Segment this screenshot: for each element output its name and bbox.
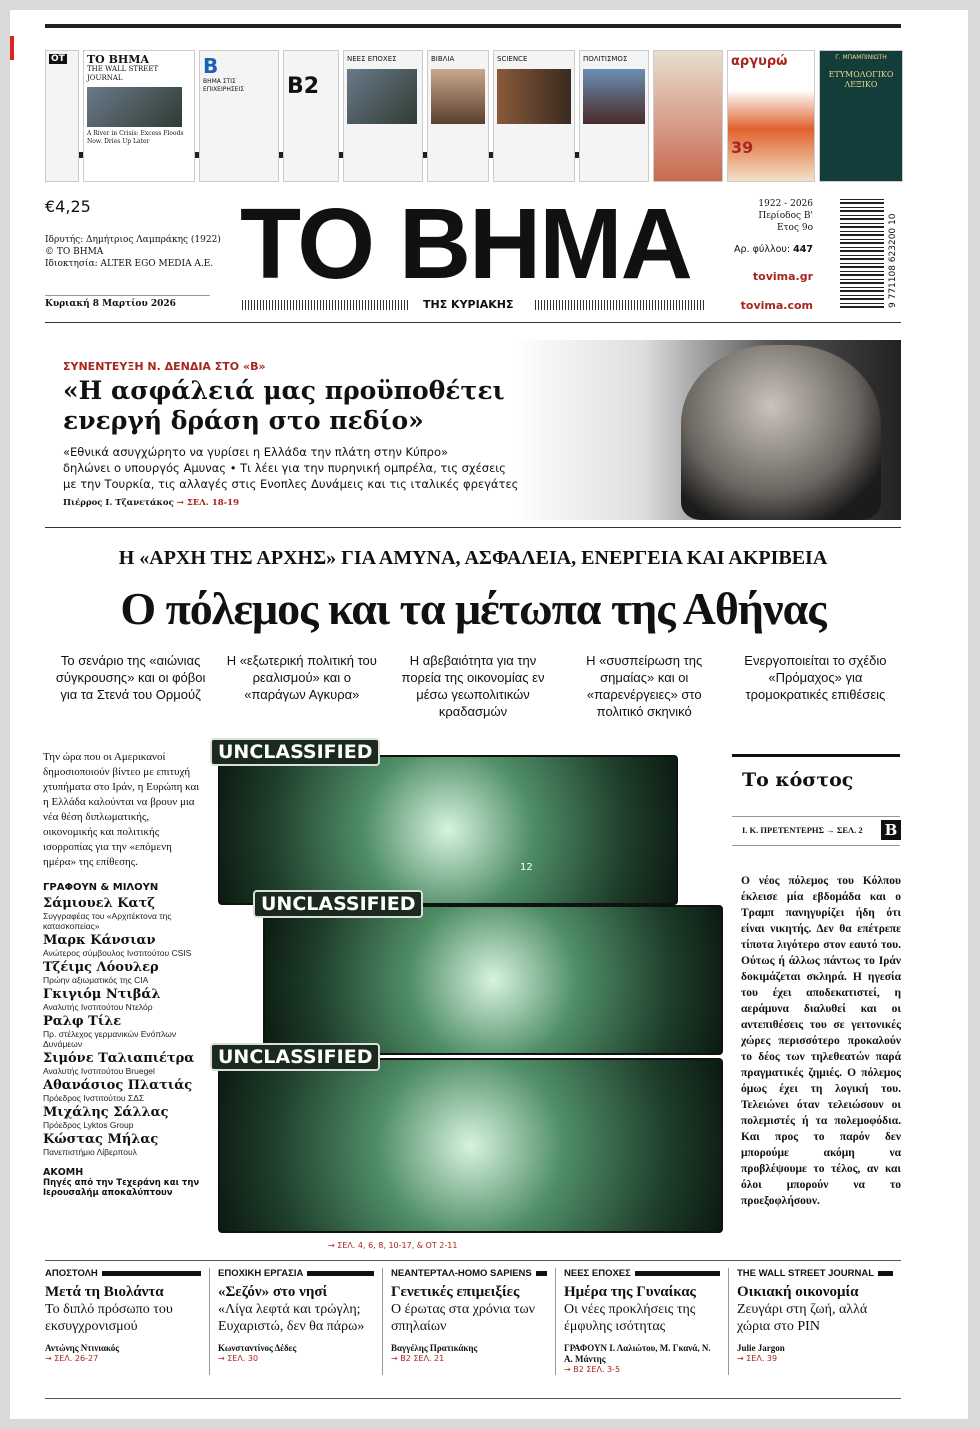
interview-headline: «Η ασφάλειά μας προϋποθέτει ενεργή δράση στο πεδίο» xyxy=(63,376,505,435)
supplement-b[interactable]: Β ΒΗΜΑ ΣΤΙΣ ΕΠΙΧΕΙΡΗΣΕΙΣ xyxy=(199,50,279,182)
divider xyxy=(732,754,900,757)
masthead-rule xyxy=(242,300,410,310)
teaser-author: Αντώνης Ντινιακός xyxy=(45,1343,120,1353)
divider xyxy=(732,845,900,846)
interview-feature[interactable] xyxy=(45,340,901,520)
writer-role: Αναλυτής Ινστιτούτου Bruegel xyxy=(43,1066,155,1076)
founder: Ιδρυτής: Δημήτριος Λαμπράκης (1922) xyxy=(45,235,221,245)
writer-name: Τζέιμς Λόουλερ xyxy=(43,960,159,975)
barcode-number: 9 771108 623200 10 xyxy=(888,213,898,308)
supplement-magazine[interactable] xyxy=(653,50,723,182)
subtopic[interactable]: Ενεργοποιείται το σχέδιο «Πρόμαχος» για τρομοκρατικές επιθέσεις xyxy=(744,653,887,702)
writer xyxy=(43,896,206,931)
writer xyxy=(43,1132,206,1157)
writer-role: Πρώην αξιωματικός της CIA xyxy=(43,975,149,985)
teaser-tag: ΝΕΕΣ ΕΠΟΧΕΣ xyxy=(564,1268,720,1279)
owner: Ιδιοκτησία: ALTER EGO MEDIA A.E. xyxy=(45,259,214,269)
editorial-text: Ο νέος πόλεμος του Κόλπου έκλεισε μία εβδομάδα και ο Τραμπ πανηγυρίζει ήδη ότι είναι νικητής. Δεν θα επέτρεπε τίποτα λιγότερο στον εαυτό του. Ούτως ή άλλως πάντως το Ιράν δοκιμάζεται σκληρά. Η ηγεσία του έχει αποδεκατιστεί, η αεράμυνα διαλυθεί και οι αντεπιθέσεις του σε γειτονικές χώρες περισσότερο προκαλούν το δέος των τηλεθεατών παρά πραγματικές ζημιές. Ο πόλεμος όμως έχει τη λογική του. Τελειώνει όταν τελειώσουν οι πολεμιστές ή τα πολεμοφόδια. Και προς το παρόν δεν μπορούμε ακόμη να προβλέψουμε το τέλος, αν και όλοι μπορούν να το προεξοφλήσουν. xyxy=(741,875,901,1207)
copyright: © ΤΟ ΒΗΜΑ xyxy=(45,247,104,257)
imprint xyxy=(45,234,235,270)
teaser[interactable] xyxy=(728,1268,901,1375)
writer xyxy=(43,987,206,1012)
unclassified-label: UNCLASSIFIED xyxy=(253,890,423,918)
also-text[interactable]: Πηγές από την Τεχεράνη και την Ιερουσαλήμ αποκαλύπτουν xyxy=(43,1178,200,1198)
video-counter: 12 xyxy=(520,862,533,873)
supplement-b2[interactable]: Β2 xyxy=(283,50,339,182)
subtopic[interactable]: Η αβεβαιότητα για την πορεία της οικονομίας εν μέσω γεωπολιτικών κραδασμών xyxy=(401,653,545,719)
writers-label: ΓΡΑΦΟΥΝ & ΜΙΛΟΥΝ xyxy=(43,882,159,893)
subtopic[interactable]: Η «εξωτερική πολιτική του ρεαλισμού» και ο «παράγων Αγκυρα» xyxy=(226,653,377,702)
main-headline[interactable]: Ο πόλεμος και τα μέτωπα της Αθήνας xyxy=(120,583,826,634)
teaser-subtitle: Ο έρωτας στα χρόνια των σπηλαίων xyxy=(391,1302,536,1334)
interview-kicker: ΣΥΝΕΝΤΕΥΞΗ Ν. ΔΕΝΔΙΑ ΣΤΟ «Β» xyxy=(63,360,266,373)
teaser-title: Μετά τη Βιολάντα xyxy=(45,1284,164,1300)
teaser-page: → ΣΕΛ. 39 xyxy=(737,1354,778,1363)
supplements-strip xyxy=(45,50,901,190)
teaser[interactable] xyxy=(382,1268,555,1375)
writer-role: Πρόεδρος Lyktos Group xyxy=(43,1120,134,1130)
writer-name: Κώστας Μήλας xyxy=(43,1132,159,1147)
main-left-column xyxy=(43,750,206,1198)
writer-role: Πανεπιστήμιο Λίβερπουλ xyxy=(43,1147,137,1157)
supplement-science[interactable]: SCIENCE xyxy=(493,50,575,182)
teaser-author: Βαγγέλης Πρατικάκης xyxy=(391,1343,478,1353)
red-edge-mark xyxy=(10,36,14,60)
writer xyxy=(43,1078,206,1103)
teaser-subtitle: «Λίγα λεφτά και τρώγλη; Ευχαριστώ, δεν θα πάρω» xyxy=(218,1302,365,1334)
writer-name: Ραλφ Τίλε xyxy=(43,1014,122,1029)
writer xyxy=(43,1014,206,1049)
teaser-subtitle: Ζευγάρι στη ζωή, αλλά χώρια στο PIN xyxy=(737,1302,868,1334)
editorial-title[interactable]: Το κόστος xyxy=(742,769,854,791)
teaser-subtitle: Το διπλό πρόσωπο του εκσυγχρονισμού xyxy=(45,1302,173,1334)
supplement-argyro[interactable]: αργυρώ 39 xyxy=(727,50,815,182)
subtopics xyxy=(45,652,901,720)
subtopic[interactable]: Η «συσπείρωση της σημαίας» και οι «παρενέργειες» στο πολιτικό σκηνικό xyxy=(586,653,703,719)
supplement-wsj[interactable]: ΤΟ ΒΗΜΑ THE WALL STREET JOURNAL A River in Crisis: Excess Floods Now. Dries Up Later xyxy=(83,50,195,182)
writer-name: Σιμόνε Ταλιαπιέτρα xyxy=(43,1051,195,1066)
strike-video-still xyxy=(218,755,678,905)
main-kicker: Η «ΑΡΧΗ ΤΗΣ ΑΡΧΗΣ» ΓΙΑ ΑΜΥΝΑ, ΑΣΦΑΛΕΙΑ, ΕΝΕΡΓΕΙΑ ΚΑΙ ΑΚΡΙΒΕΙΑ xyxy=(118,547,828,569)
teaser-tag: ΝΕΑΝΤΕΡΤΑΛ-HOMO SAPIENS xyxy=(391,1268,547,1279)
writer-role: Αναλυτής Ινστιτούτου Ντελόρ xyxy=(43,1002,153,1012)
writer-name: Μιχάλης Σάλλας xyxy=(43,1105,169,1120)
supplement-ot[interactable]: ΟΤ xyxy=(45,50,79,182)
teaser-tag: THE WALL STREET JOURNAL xyxy=(737,1268,893,1279)
writer xyxy=(43,1105,206,1130)
supplement-nees-epoxes[interactable]: ΝΕΕΣ ΕΠΟΧΕΣ xyxy=(343,50,423,182)
supplement-vivlia[interactable]: ΒΙΒΛΙΑ xyxy=(427,50,489,182)
newspaper-front-page xyxy=(10,10,968,1419)
teaser-author: Κωνσταντίνος Δέδες xyxy=(218,1343,297,1353)
writer-role: Συγγραφέας του «Αρχιτέκτονα της κατασκοπείας» xyxy=(43,911,172,931)
divider xyxy=(45,295,210,296)
teaser-title: Γενετικές επιμειξίες xyxy=(391,1284,520,1300)
top-rule xyxy=(45,24,901,28)
period: Περίοδος Β' xyxy=(758,211,813,221)
main-lead: Την ώρα που οι Αμερικανοί δημοσιοποιούν βίντεο με επιτυχή χτυπήματα στο Ιράν, η Ευρώπη και η Ελλάδα καλούνται να βρουν μια νέα θέση διπλωματικής, οικονομικής και πολιτικής ισορροπίας για την «επόμενη ημέρα» της επίθεσης. xyxy=(43,751,200,868)
writer-role: Πρ. στέλεχος γερμανικών Ενόπλων Δυνάμεων xyxy=(43,1029,177,1049)
divider xyxy=(45,1260,901,1261)
main-pages[interactable]: → ΣΕΛ. 4, 6, 8, 10-17, & ΟΤ 2-11 xyxy=(328,1241,458,1250)
teaser-page: → ΣΕΛ. 30 xyxy=(218,1354,259,1363)
teaser[interactable] xyxy=(555,1268,728,1375)
unclassified-label: UNCLASSIFIED xyxy=(210,1043,380,1071)
teaser[interactable] xyxy=(209,1268,382,1375)
masthead-subtitle: ΤΗΣ ΚΥΡΙΑΚΗΣ xyxy=(423,298,514,311)
unclassified-label: UNCLASSIFIED xyxy=(210,738,380,766)
strike-video-still xyxy=(218,1058,723,1233)
teaser-title: «Σεζόν» στο νησί xyxy=(218,1284,328,1300)
teaser-title: Ημέρα της Γυναίκας xyxy=(564,1284,696,1300)
portrait-photo xyxy=(681,345,881,520)
writer xyxy=(43,960,206,985)
supplement-dictionary[interactable]: Γ. ΜΠΑΜΠΙΝΙΩΤΗ ΕΤΥΜΟΛΟΓΙΚΟ ΛΕΞΙΚΟ xyxy=(819,50,903,182)
writer-role: Πρόεδρος Ινστιτούτου ΣΔΣ xyxy=(43,1093,145,1103)
site-link[interactable]: tovima.com xyxy=(740,299,813,312)
writers-list xyxy=(43,894,206,1157)
editorial-author: Ι. Κ. ΠΡΕΤΕΝΤΕΡΗΣ → ΣΕΛ. 2 xyxy=(742,825,863,835)
interview-deck: «Εθνικά ασυγχώρητο να γυρίσει η Ελλάδα την πλάτη στην Κύπρο» δηλώνει ο υπουργός Αμυνας • Τι λέει για την πυρηνική ομπρέλα, τις σχέσεις με την Τουρκία, τις αλλαγές στις Ενοπλες Δυνάμεις και τις ιταλικές φρεγάτες xyxy=(63,445,519,491)
subtopic[interactable]: Το σενάριο της «αιώνιας σύγκρουσης» και οι φόβοι για τα Στενά του Ορμούζ xyxy=(55,653,206,702)
interview-byline: Πιέρρος Ι. Τζανετάκος → ΣΕΛ. 18-19 xyxy=(63,498,240,508)
writer-name: Αθανάσιος Πλατιάς xyxy=(43,1078,193,1093)
masthead-rule xyxy=(535,300,705,310)
bottom-teasers xyxy=(45,1268,901,1375)
teaser-title: Οικιακή οικονομία xyxy=(737,1284,859,1300)
also-label: ΑΚΟΜΗ xyxy=(43,1167,84,1178)
divider xyxy=(732,816,900,817)
teaser-tag: ΑΠΟΣΤΟΛΗ xyxy=(45,1268,201,1279)
writer-name: Μαρκ Κάνσιαν xyxy=(43,933,156,948)
teaser[interactable] xyxy=(45,1268,209,1375)
edition-info xyxy=(745,198,813,234)
teaser-author: Julie Jargon xyxy=(737,1343,785,1353)
writer xyxy=(43,1051,206,1076)
barcode xyxy=(840,198,884,308)
masthead-logo: ΤΟ ΒΗΜΑ xyxy=(240,188,691,300)
years: 1922 - 2026 xyxy=(758,199,813,209)
teaser-author: ΓΡΑΦΟΥΝ Ι. Λαλιώτου, Μ. Γκανά, Ν. Α. Μάντης xyxy=(564,1343,711,1364)
site-link[interactable]: tovima.gr xyxy=(752,270,813,283)
year: Ετος 9ο xyxy=(776,223,813,233)
teaser-page: → Β2 ΣΕΛ. 21 xyxy=(391,1354,445,1363)
supplement-politismos[interactable]: ΠΟΛΙΤΙΣΜΟΣ xyxy=(579,50,649,182)
divider xyxy=(45,527,901,528)
writer-role: Ανώτερος σύμβουλος Ινστιτούτου CSIS xyxy=(43,948,192,958)
strike-video-still xyxy=(263,905,723,1055)
issue-date: Κυριακή 8 Μαρτίου 2026 xyxy=(45,299,176,309)
divider xyxy=(45,322,901,323)
teaser-tag: ΕΠΟΧΙΚΗ ΕΡΓΑΣΙΑ xyxy=(218,1268,374,1279)
teaser-subtitle: Οι νέες προκλήσεις της έμφυλης ισότητας xyxy=(564,1302,696,1334)
writer xyxy=(43,933,206,958)
teaser-page: → Β2 ΣΕΛ. 3-5 xyxy=(564,1365,621,1374)
price: €4,25 xyxy=(45,197,91,216)
writer-name: Σάμιουελ Κατζ xyxy=(43,896,155,911)
writer-name: Γκιγιόμ Ντιβάλ xyxy=(43,987,161,1002)
b-badge: Β xyxy=(881,820,901,840)
divider xyxy=(45,1398,901,1399)
teaser-page: → ΣΕΛ. 26-27 xyxy=(45,1354,99,1363)
issue-number: Αρ. φύλλου: 447 xyxy=(734,244,813,255)
